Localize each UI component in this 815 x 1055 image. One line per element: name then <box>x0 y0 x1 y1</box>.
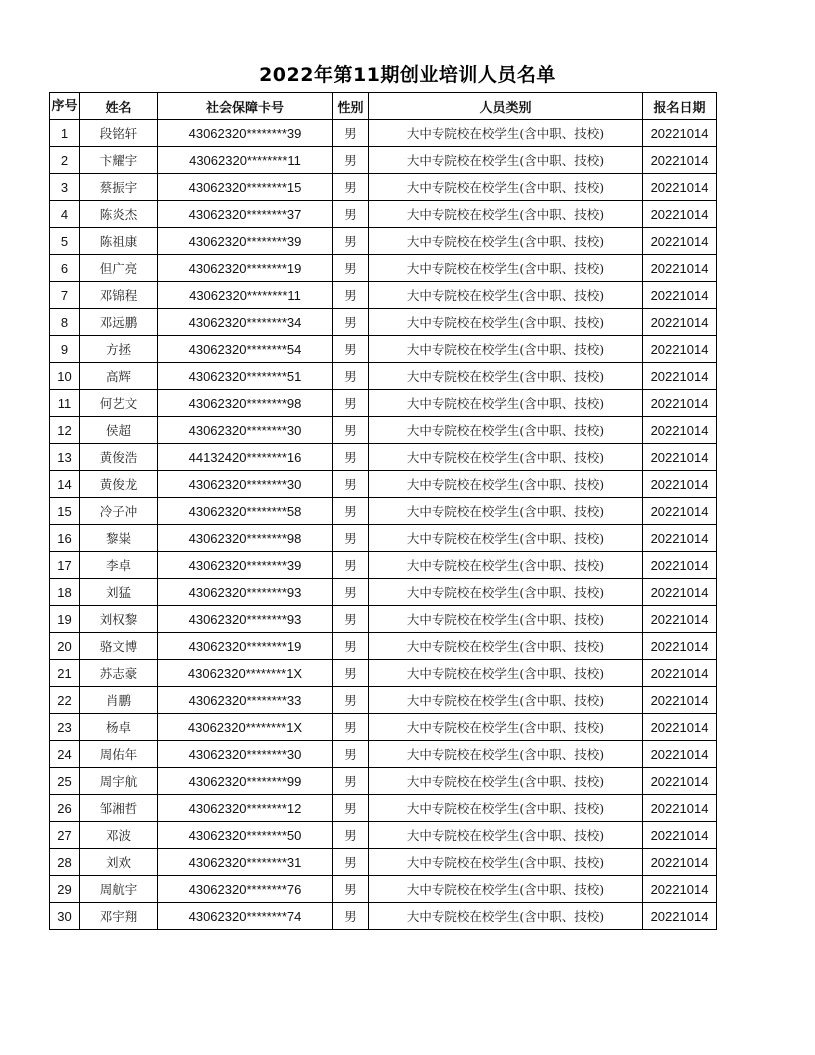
cell-card-number: 43062320********93 <box>158 579 333 606</box>
cell-date: 20221014 <box>643 741 717 768</box>
table-row <box>50 390 717 417</box>
cell-date: 20221014 <box>643 606 717 633</box>
cell-name: 邓宇翔 <box>80 903 158 930</box>
cell-name: 刘欢 <box>80 849 158 876</box>
cell-date: 20221014 <box>643 876 717 903</box>
cell-seq: 12 <box>50 417 80 444</box>
cell-date: 20221014 <box>643 228 717 255</box>
cell-card-number: 44132420********16 <box>158 444 333 471</box>
cell-gender: 男 <box>333 525 369 552</box>
table-row <box>50 552 717 579</box>
cell-category: 大中专院校在校学生(含中职、技校) <box>369 147 643 174</box>
cell-gender: 男 <box>333 174 369 201</box>
table-row <box>50 120 717 147</box>
cell-gender: 男 <box>333 660 369 687</box>
cell-gender: 男 <box>333 822 369 849</box>
table-row <box>50 876 717 903</box>
cell-gender: 男 <box>333 147 369 174</box>
cell-date: 20221014 <box>643 579 717 606</box>
cell-name: 邹湘哲 <box>80 795 158 822</box>
cell-seq: 24 <box>50 741 80 768</box>
cell-category: 大中专院校在校学生(含中职、技校) <box>369 849 643 876</box>
cell-seq: 29 <box>50 876 80 903</box>
cell-seq: 14 <box>50 471 80 498</box>
column-header-name: 姓名 <box>80 93 158 120</box>
cell-card-number: 43062320********34 <box>158 309 333 336</box>
cell-seq: 3 <box>50 174 80 201</box>
cell-seq: 6 <box>50 255 80 282</box>
cell-gender: 男 <box>333 633 369 660</box>
cell-date: 20221014 <box>643 471 717 498</box>
cell-date: 20221014 <box>643 795 717 822</box>
cell-seq: 1 <box>50 120 80 147</box>
column-header-gender: 性别 <box>333 93 369 120</box>
cell-category: 大中专院校在校学生(含中职、技校) <box>369 201 643 228</box>
cell-name: 肖鹏 <box>80 687 158 714</box>
cell-seq: 8 <box>50 309 80 336</box>
cell-name: 杨卓 <box>80 714 158 741</box>
cell-seq: 17 <box>50 552 80 579</box>
cell-date: 20221014 <box>643 282 717 309</box>
cell-card-number: 43062320********19 <box>158 255 333 282</box>
cell-date: 20221014 <box>643 120 717 147</box>
cell-name: 高辉 <box>80 363 158 390</box>
cell-name: 邓波 <box>80 822 158 849</box>
cell-category: 大中专院校在校学生(含中职、技校) <box>369 687 643 714</box>
cell-seq: 22 <box>50 687 80 714</box>
column-header-date: 报名日期 <box>643 93 717 120</box>
cell-gender: 男 <box>333 390 369 417</box>
table-row <box>50 795 717 822</box>
cell-name: 苏志豪 <box>80 660 158 687</box>
cell-category: 大中专院校在校学生(含中职、技校) <box>369 120 643 147</box>
cell-card-number: 43062320********54 <box>158 336 333 363</box>
column-header-category: 人员类别 <box>369 93 643 120</box>
cell-name: 黄俊龙 <box>80 471 158 498</box>
cell-seq: 9 <box>50 336 80 363</box>
cell-category: 大中专院校在校学生(含中职、技校) <box>369 336 643 363</box>
cell-date: 20221014 <box>643 903 717 930</box>
cell-seq: 23 <box>50 714 80 741</box>
table-row <box>50 822 717 849</box>
cell-card-number: 43062320********58 <box>158 498 333 525</box>
cell-card-number: 43062320********12 <box>158 795 333 822</box>
cell-gender: 男 <box>333 849 369 876</box>
document-title: 2022年第11期创业培训人员名单 <box>259 64 556 86</box>
cell-gender: 男 <box>333 498 369 525</box>
cell-card-number: 43062320********31 <box>158 849 333 876</box>
cell-gender: 男 <box>333 606 369 633</box>
table-row <box>50 228 717 255</box>
cell-category: 大中专院校在校学生(含中职、技校) <box>369 768 643 795</box>
cell-name: 邓锦程 <box>80 282 158 309</box>
cell-name: 刘猛 <box>80 579 158 606</box>
cell-gender: 男 <box>333 309 369 336</box>
cell-name: 何艺文 <box>80 390 158 417</box>
cell-name: 方拯 <box>80 336 158 363</box>
cell-category: 大中专院校在校学生(含中职、技校) <box>369 525 643 552</box>
cell-card-number: 43062320********39 <box>158 120 333 147</box>
cell-name: 邓远鹏 <box>80 309 158 336</box>
cell-date: 20221014 <box>643 390 717 417</box>
cell-date: 20221014 <box>643 363 717 390</box>
cell-seq: 15 <box>50 498 80 525</box>
cell-card-number: 43062320********30 <box>158 741 333 768</box>
cell-gender: 男 <box>333 201 369 228</box>
cell-category: 大中专院校在校学生(含中职、技校) <box>369 633 643 660</box>
cell-card-number: 43062320********98 <box>158 390 333 417</box>
cell-seq: 25 <box>50 768 80 795</box>
header-row <box>50 93 717 120</box>
roster-table <box>49 92 717 930</box>
cell-category: 大中专院校在校学生(含中职、技校) <box>369 714 643 741</box>
cell-category: 大中专院校在校学生(含中职、技校) <box>369 795 643 822</box>
table-row <box>50 714 717 741</box>
table-row <box>50 309 717 336</box>
cell-name: 周航宇 <box>80 876 158 903</box>
cell-gender: 男 <box>333 363 369 390</box>
cell-date: 20221014 <box>643 147 717 174</box>
cell-category: 大中专院校在校学生(含中职、技校) <box>369 309 643 336</box>
cell-category: 大中专院校在校学生(含中职、技校) <box>369 174 643 201</box>
cell-seq: 26 <box>50 795 80 822</box>
table-row <box>50 471 717 498</box>
cell-card-number: 43062320********99 <box>158 768 333 795</box>
table-row <box>50 282 717 309</box>
cell-seq: 20 <box>50 633 80 660</box>
cell-name: 李卓 <box>80 552 158 579</box>
column-header-card-number: 社会保障卡号 <box>158 93 333 120</box>
cell-category: 大中专院校在校学生(含中职、技校) <box>369 876 643 903</box>
cell-card-number: 43062320********30 <box>158 471 333 498</box>
cell-gender: 男 <box>333 903 369 930</box>
cell-name: 陈炎杰 <box>80 201 158 228</box>
cell-date: 20221014 <box>643 255 717 282</box>
cell-name: 冷子冲 <box>80 498 158 525</box>
cell-name: 但广亮 <box>80 255 158 282</box>
cell-date: 20221014 <box>643 552 717 579</box>
cell-category: 大中专院校在校学生(含中职、技校) <box>369 552 643 579</box>
table-row <box>50 336 717 363</box>
cell-category: 大中专院校在校学生(含中职、技校) <box>369 822 643 849</box>
cell-gender: 男 <box>333 336 369 363</box>
cell-gender: 男 <box>333 687 369 714</box>
table-row <box>50 903 717 930</box>
cell-card-number: 43062320********30 <box>158 417 333 444</box>
cell-name: 卞耀宇 <box>80 147 158 174</box>
cell-category: 大中专院校在校学生(含中职、技校) <box>369 471 643 498</box>
cell-gender: 男 <box>333 714 369 741</box>
cell-date: 20221014 <box>643 822 717 849</box>
cell-name: 侯超 <box>80 417 158 444</box>
cell-card-number: 43062320********19 <box>158 633 333 660</box>
cell-card-number: 43062320********93 <box>158 606 333 633</box>
cell-name: 黄俊浩 <box>80 444 158 471</box>
table-row <box>50 498 717 525</box>
table-row <box>50 525 717 552</box>
cell-card-number: 43062320********11 <box>158 147 333 174</box>
cell-seq: 28 <box>50 849 80 876</box>
cell-date: 20221014 <box>643 336 717 363</box>
cell-card-number: 43062320********1X <box>158 660 333 687</box>
table-row <box>50 363 717 390</box>
cell-card-number: 43062320********39 <box>158 552 333 579</box>
cell-card-number: 43062320********1X <box>158 714 333 741</box>
cell-seq: 7 <box>50 282 80 309</box>
cell-category: 大中专院校在校学生(含中职、技校) <box>369 390 643 417</box>
table-row <box>50 174 717 201</box>
table-row <box>50 147 717 174</box>
cell-gender: 男 <box>333 417 369 444</box>
cell-category: 大中专院校在校学生(含中职、技校) <box>369 363 643 390</box>
cell-seq: 10 <box>50 363 80 390</box>
cell-card-number: 43062320********50 <box>158 822 333 849</box>
cell-category: 大中专院校在校学生(含中职、技校) <box>369 228 643 255</box>
cell-gender: 男 <box>333 120 369 147</box>
cell-card-number: 43062320********11 <box>158 282 333 309</box>
cell-gender: 男 <box>333 471 369 498</box>
cell-category: 大中专院校在校学生(含中职、技校) <box>369 903 643 930</box>
cell-seq: 5 <box>50 228 80 255</box>
cell-name: 周佑年 <box>80 741 158 768</box>
table-row <box>50 849 717 876</box>
cell-category: 大中专院校在校学生(含中职、技校) <box>369 579 643 606</box>
cell-card-number: 43062320********74 <box>158 903 333 930</box>
cell-seq: 30 <box>50 903 80 930</box>
cell-name: 刘权黎 <box>80 606 158 633</box>
roster-body <box>50 120 717 930</box>
column-header-seq: 序号 <box>50 93 80 120</box>
cell-category: 大中专院校在校学生(含中职、技校) <box>369 606 643 633</box>
cell-card-number: 43062320********39 <box>158 228 333 255</box>
cell-gender: 男 <box>333 795 369 822</box>
cell-seq: 4 <box>50 201 80 228</box>
cell-card-number: 43062320********98 <box>158 525 333 552</box>
table-row <box>50 606 717 633</box>
table-row <box>50 417 717 444</box>
cell-seq: 21 <box>50 660 80 687</box>
cell-name: 蔡振宇 <box>80 174 158 201</box>
cell-seq: 2 <box>50 147 80 174</box>
table-row <box>50 687 717 714</box>
cell-gender: 男 <box>333 876 369 903</box>
cell-gender: 男 <box>333 282 369 309</box>
cell-name: 段铭轩 <box>80 120 158 147</box>
cell-gender: 男 <box>333 444 369 471</box>
table-row <box>50 444 717 471</box>
table-row <box>50 255 717 282</box>
cell-seq: 11 <box>50 390 80 417</box>
cell-date: 20221014 <box>643 498 717 525</box>
cell-seq: 19 <box>50 606 80 633</box>
cell-card-number: 43062320********33 <box>158 687 333 714</box>
cell-date: 20221014 <box>643 525 717 552</box>
cell-gender: 男 <box>333 255 369 282</box>
cell-name: 黎粜 <box>80 525 158 552</box>
cell-seq: 16 <box>50 525 80 552</box>
table-row <box>50 633 717 660</box>
table-row <box>50 201 717 228</box>
cell-category: 大中专院校在校学生(含中职、技校) <box>369 417 643 444</box>
cell-date: 20221014 <box>643 849 717 876</box>
cell-gender: 男 <box>333 768 369 795</box>
cell-name: 周宇航 <box>80 768 158 795</box>
cell-date: 20221014 <box>643 714 717 741</box>
cell-category: 大中专院校在校学生(含中职、技校) <box>369 282 643 309</box>
cell-category: 大中专院校在校学生(含中职、技校) <box>369 444 643 471</box>
cell-gender: 男 <box>333 579 369 606</box>
cell-name: 骆文博 <box>80 633 158 660</box>
cell-seq: 18 <box>50 579 80 606</box>
table-row <box>50 768 717 795</box>
table-row <box>50 741 717 768</box>
cell-date: 20221014 <box>643 444 717 471</box>
cell-date: 20221014 <box>643 633 717 660</box>
cell-card-number: 43062320********15 <box>158 174 333 201</box>
cell-gender: 男 <box>333 228 369 255</box>
cell-date: 20221014 <box>643 687 717 714</box>
cell-date: 20221014 <box>643 768 717 795</box>
cell-category: 大中专院校在校学生(含中职、技校) <box>369 498 643 525</box>
cell-card-number: 43062320********51 <box>158 363 333 390</box>
cell-category: 大中专院校在校学生(含中职、技校) <box>369 255 643 282</box>
cell-category: 大中专院校在校学生(含中职、技校) <box>369 660 643 687</box>
cell-date: 20221014 <box>643 201 717 228</box>
cell-gender: 男 <box>333 552 369 579</box>
cell-card-number: 43062320********37 <box>158 201 333 228</box>
table-row <box>50 660 717 687</box>
table-row <box>50 579 717 606</box>
cell-date: 20221014 <box>643 660 717 687</box>
cell-seq: 13 <box>50 444 80 471</box>
cell-card-number: 43062320********76 <box>158 876 333 903</box>
cell-date: 20221014 <box>643 309 717 336</box>
cell-date: 20221014 <box>643 174 717 201</box>
cell-gender: 男 <box>333 741 369 768</box>
cell-name: 陈祖康 <box>80 228 158 255</box>
cell-category: 大中专院校在校学生(含中职、技校) <box>369 741 643 768</box>
cell-seq: 27 <box>50 822 80 849</box>
cell-date: 20221014 <box>643 417 717 444</box>
